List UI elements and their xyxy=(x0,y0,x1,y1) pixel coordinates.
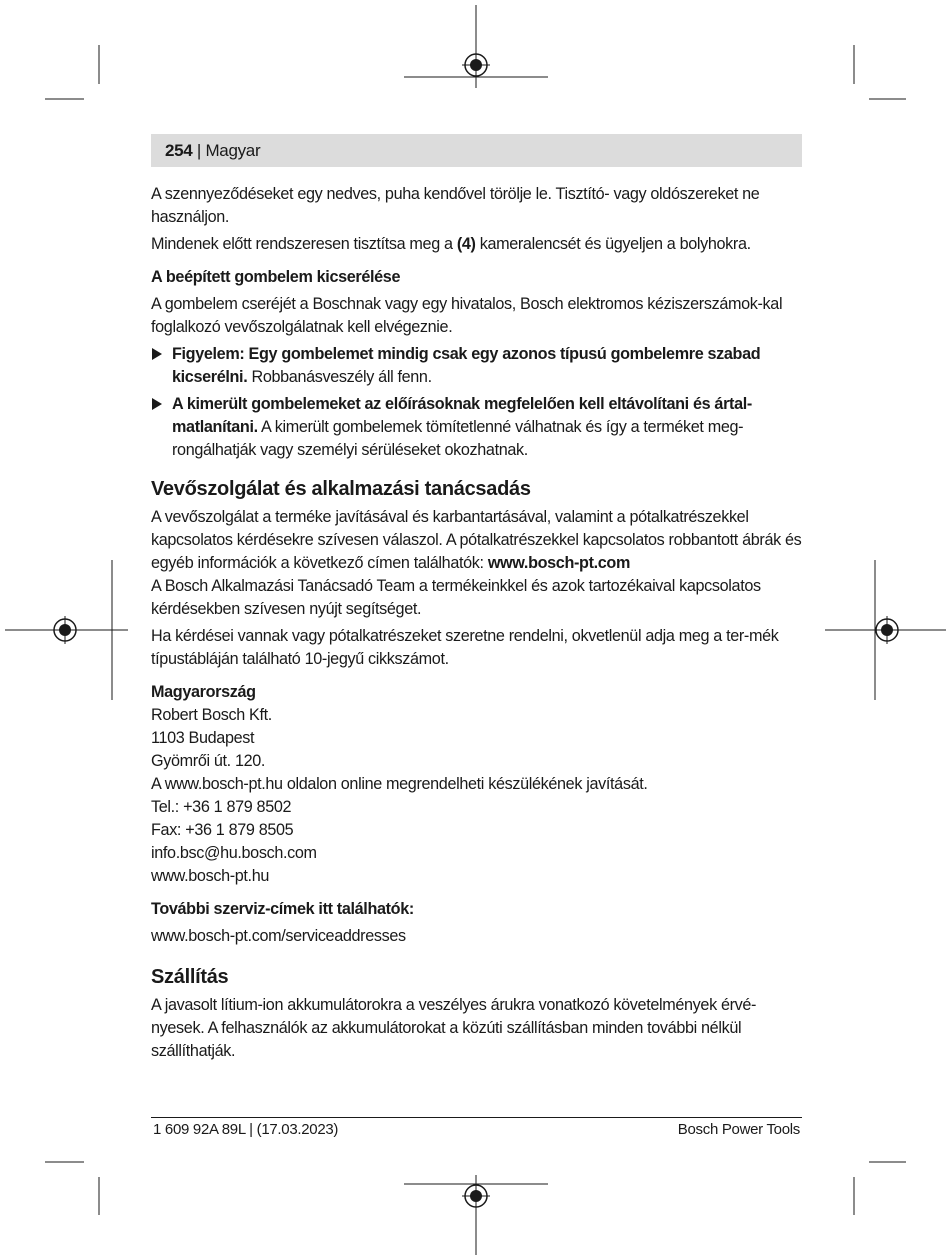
cleaning-paragraph: A szennyeződéseket egy nedves, puha kendővel törölje le. Tisztító- vagy oldószereket ne használjon. xyxy=(151,185,760,226)
warning-text: A kimerült gombelemek tömítetlenné válhatnak és így a terméket meg-rongálhatják vagy személyi sérüléseket okozhatnak. xyxy=(172,418,744,459)
service-paragraph-3: Ha kérdései vannak vagy pótalkatrészeket szeretne rendelni, okvetlenül adja meg a ter-mék típustábláján található 10-jegyű cikkszámot. xyxy=(151,627,779,668)
address-line[interactable]: info.bsc@hu.bosch.com xyxy=(151,844,317,862)
address-line[interactable]: www.bosch-pt.hu xyxy=(151,867,270,885)
address-line: Robert Bosch Kft. xyxy=(151,706,272,724)
country-name: Magyarország xyxy=(151,683,256,701)
footer-brand: Bosch Power Tools xyxy=(677,1121,800,1138)
service-link[interactable]: www.bosch-pt.com xyxy=(487,554,631,572)
warning-item xyxy=(151,343,806,389)
bullet-triangle-icon xyxy=(152,348,162,360)
page-number: 254 xyxy=(165,141,193,160)
warning-bold: Figyelem: Egy gombelemet mindig csak egy azonos típusú gombelemre szabad kicserélni. xyxy=(172,345,761,386)
footer-doc-id: 1 609 92A 89L | (17.03.2023) xyxy=(153,1121,339,1138)
footer-rule xyxy=(151,1117,802,1118)
more-service-link[interactable]: www.bosch-pt.com/serviceaddresses xyxy=(151,927,406,945)
battery-heading: A beépített gombelem kicserélése xyxy=(151,268,401,286)
lens-ref: (4) xyxy=(456,235,476,253)
address-block xyxy=(151,704,806,888)
lens-text-1: Mindenek előtt rendszeresen tisztítsa meg a xyxy=(151,235,457,253)
bullet-triangle-icon xyxy=(152,398,162,410)
address-line: Tel.: +36 1 879 8502 xyxy=(151,798,292,816)
warning-item xyxy=(151,393,806,462)
lens-text-2: kameralencsét és ügyeljen a bolyhokra. xyxy=(475,235,751,253)
service-heading: Vevőszolgálat és alkalmazási tanácsadás xyxy=(151,478,531,500)
page-header xyxy=(151,134,802,167)
address-line: 1103 Budapest xyxy=(151,729,255,747)
section-name: Magyar xyxy=(205,141,261,160)
service-text: A vevőszolgálat a terméke javításával és karbantartásával, valamint a pótalkatrészekkel kapcsolatos kérdésekre szívesen válaszol. A pótalkatrészekkel kapcsolatos robbantott ábrák és egyéb információk a következő címen találhatók: xyxy=(151,508,802,572)
address-line: Fax: +36 1 879 8505 xyxy=(151,821,294,839)
page-content xyxy=(151,183,806,1063)
page-header-text xyxy=(165,141,260,161)
address-line: Gyömrői út. 120. xyxy=(151,752,266,770)
header-separator: | xyxy=(192,141,206,160)
more-service-heading: További szerviz-címek itt találhatók: xyxy=(151,900,414,918)
service-paragraph-2: A Bosch Alkalmazási Tanácsadó Team a termékeinkkel és azok tartozékaival kapcsolatos kérdésekben szívesen nyújt segítséget. xyxy=(151,577,761,618)
lens-paragraph xyxy=(151,233,806,256)
transport-paragraph: A javasolt lítium-ion akkumulátorokra a veszélyes árukra vonatkozó követelmények érvé-nyesek. A felhasználók az akkumulátorokat a közúti szállításban minden további nélkül szállíthatják. xyxy=(151,996,757,1060)
warning-text: Robbanásveszély áll fenn. xyxy=(247,368,432,386)
transport-heading: Szállítás xyxy=(151,966,229,988)
battery-paragraph: A gombelem cseréjét a Boschnak vagy egy hivatalos, Bosch elektromos kéziszerszámok-kal foglalkozó vevőszolgálatnak kell elvégeznie. xyxy=(151,295,783,336)
warning-bold: A kimerült gombelemeket az előírásoknak megfelelően kell eltávolítani és ártal-matlanítani. xyxy=(172,395,752,436)
address-line: A www.bosch-pt.hu oldalon online megrendelheti készülékének javítását. xyxy=(151,775,648,793)
service-paragraph-1 xyxy=(151,506,806,575)
